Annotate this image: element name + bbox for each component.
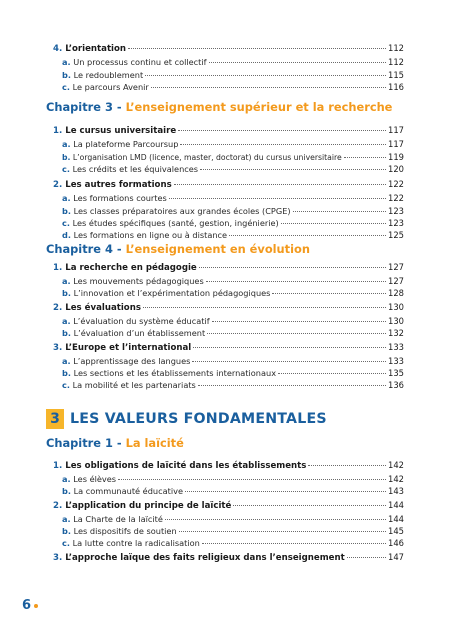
page-number: 117	[388, 139, 404, 149]
subsection-letter: b.	[62, 368, 71, 378]
leader-dots	[180, 144, 386, 145]
chapter-prefix: Chapitre 4 -	[46, 242, 126, 256]
page-number: 120	[388, 164, 404, 174]
page-number: 135	[388, 368, 404, 378]
leader-dots	[206, 281, 386, 282]
page-number: 143	[388, 486, 404, 496]
page-number: 125	[388, 230, 404, 240]
subsection-letter: c.	[62, 164, 70, 174]
leader-dots	[151, 87, 386, 88]
subsection-letter: b.	[62, 153, 71, 162]
leader-dots	[202, 543, 386, 544]
subsection-label: L’innovation et l’expérimentation pédagogiques	[73, 288, 271, 298]
leader-dots	[199, 267, 386, 268]
toc-subsection[interactable]	[62, 538, 404, 548]
toc-subsection[interactable]	[62, 57, 404, 67]
folio-page-number: 6	[22, 598, 32, 613]
leader-dots	[192, 361, 386, 362]
chapter-title: La laïcité	[125, 436, 184, 450]
subsection-label: La Charte de la laïcité	[73, 514, 163, 524]
part-title: LES VALEURS FONDAMENTALES	[70, 411, 327, 427]
leader-dots	[209, 62, 386, 63]
leader-dots	[143, 307, 386, 308]
subsection-letter: a.	[62, 57, 71, 67]
subsection-letter: a.	[62, 139, 71, 149]
page-number: 133	[388, 342, 404, 352]
page-number: 112	[388, 43, 404, 53]
toc-subsection[interactable]	[62, 514, 404, 524]
subsection-label: Un processus continu et collectif	[73, 57, 207, 67]
subsection-label: L’évaluation d’un établissement	[73, 328, 206, 338]
leader-dots	[128, 48, 386, 49]
subsection-label: Les formations en ligne ou à distance	[73, 230, 228, 240]
page-number: 127	[388, 276, 404, 286]
subsection-letter: b.	[62, 486, 71, 496]
leader-dots	[229, 235, 386, 236]
section-number: 2.	[53, 501, 63, 511]
subsection-letter: a.	[62, 356, 71, 366]
section-label: L’orientation	[65, 44, 127, 54]
toc-subsection[interactable]	[62, 206, 404, 216]
toc-subsection[interactable]	[62, 486, 404, 496]
toc-subsection[interactable]	[62, 218, 404, 228]
leader-dots	[272, 293, 386, 294]
page-number: 119	[388, 152, 404, 162]
subsection-label: Les élèves	[73, 474, 117, 484]
page-number: 122	[388, 179, 404, 189]
section-number: 3.	[53, 553, 63, 563]
toc-subsection[interactable]	[62, 152, 404, 162]
chapter-heading[interactable]	[46, 436, 184, 450]
page-number: 128	[388, 288, 404, 298]
leader-dots	[212, 321, 386, 322]
leader-dots	[145, 75, 386, 76]
section-number: 2.	[53, 303, 63, 313]
page-number: 117	[388, 125, 404, 135]
subsection-letter: c.	[62, 380, 70, 390]
leader-dots	[174, 184, 386, 185]
toc-subsection[interactable]	[62, 380, 404, 390]
toc-subsection[interactable]	[62, 164, 404, 174]
chapter-prefix: Chapitre 1 -	[46, 436, 126, 450]
section-number: 1.	[53, 126, 63, 136]
page-number: 123	[388, 206, 404, 216]
subsection-label: Les sections et les établissements internationaux	[73, 368, 277, 378]
subsection-letter: b.	[62, 288, 71, 298]
chapter-title: L’enseignement supérieur et la recherche	[125, 100, 393, 114]
subsection-letter: a.	[62, 276, 71, 286]
page-number: 147	[388, 552, 404, 562]
toc-subsection[interactable]	[62, 139, 404, 149]
page-number: 136	[388, 380, 404, 390]
part-number-badge: 3	[46, 409, 64, 429]
section-label: Les autres formations	[65, 180, 172, 190]
page-number: 145	[388, 526, 404, 536]
toc-section[interactable]	[53, 302, 404, 313]
toc-section[interactable]	[53, 552, 404, 563]
section-number: 1.	[53, 263, 63, 273]
page-number: 130	[388, 302, 404, 312]
leader-dots	[165, 519, 386, 520]
subsection-letter: b.	[62, 70, 71, 80]
subsection-label: Les crédits et les équivalences	[72, 164, 199, 174]
subsection-label: La mobilité et les partenariats	[72, 380, 196, 390]
page-number: 132	[388, 328, 404, 338]
toc-subsection[interactable]	[62, 474, 404, 484]
subsection-label: La plateforme Parcoursup	[73, 139, 179, 149]
page-number: 142	[388, 474, 404, 484]
page-number: 112	[388, 57, 404, 67]
toc-section[interactable]	[53, 125, 404, 136]
chapter-heading[interactable]	[46, 100, 392, 114]
leader-dots	[185, 491, 386, 492]
leader-dots	[207, 333, 386, 334]
subsection-label: Les mouvements pédagogiques	[73, 276, 204, 286]
section-label: Le cursus universitaire	[65, 126, 177, 136]
toc-section[interactable]	[53, 460, 404, 471]
leader-dots	[344, 157, 386, 158]
subsection-letter: b.	[62, 206, 71, 216]
toc-subsection[interactable]	[62, 288, 404, 298]
section-label: L’application du principe de laïcité	[65, 501, 232, 511]
section-number: 4.	[53, 44, 63, 54]
leader-dots	[281, 223, 386, 224]
subsection-label: Les études spécifiques (santé, gestion, ingénierie)	[72, 218, 279, 228]
page-number: 142	[388, 460, 404, 470]
subsection-letter: c.	[62, 82, 70, 92]
toc-subsection[interactable]	[62, 193, 404, 203]
folio-dot-icon	[34, 604, 38, 608]
toc-section[interactable]	[53, 179, 404, 190]
subsection-label: L’apprentissage des langues	[73, 356, 191, 366]
chapter-heading[interactable]	[46, 242, 310, 256]
chapter-prefix: Chapitre 3 -	[46, 100, 126, 114]
subsection-label: Le parcours Avenir	[72, 82, 149, 92]
subsection-letter: a.	[62, 193, 71, 203]
section-number: 1.	[53, 461, 63, 471]
toc-subsection[interactable]	[62, 526, 404, 536]
leader-dots	[118, 479, 386, 480]
leader-dots	[278, 373, 386, 374]
section-label: Les obligations de laïcité dans les établissements	[65, 461, 307, 471]
toc-subsection[interactable]	[62, 356, 404, 366]
toc-subsection[interactable]	[62, 316, 404, 326]
page-number: 122	[388, 193, 404, 203]
section-label: Les évaluations	[65, 303, 141, 313]
toc-section[interactable]	[53, 262, 404, 273]
leader-dots	[233, 505, 386, 506]
subsection-label: Le redoublement	[73, 70, 144, 80]
toc-subsection[interactable]	[62, 328, 404, 338]
page-number: 146	[388, 538, 404, 548]
subsection-letter: a.	[62, 474, 71, 484]
subsection-label: Les dispositifs de soutien	[73, 526, 177, 536]
subsection-letter: a.	[62, 316, 71, 326]
subsection-letter: b.	[62, 526, 71, 536]
chapter-title: L’enseignement en évolution	[125, 242, 310, 256]
part-heading[interactable]	[46, 409, 327, 429]
page-number: 116	[388, 82, 404, 92]
leader-dots	[198, 385, 386, 386]
subsection-letter: d.	[62, 230, 71, 240]
toc-subsection[interactable]	[62, 230, 404, 240]
page-number: 130	[388, 316, 404, 326]
leader-dots	[308, 465, 386, 466]
subsection-label: Les classes préparatoires aux grandes écoles (CPGE)	[73, 206, 291, 216]
subsection-label: Les formations courtes	[73, 193, 167, 203]
page-number: 123	[388, 218, 404, 228]
subsection-label: La lutte contre la radicalisation	[72, 538, 200, 548]
page-number: 144	[388, 514, 404, 524]
page-number: 144	[388, 500, 404, 510]
leader-dots	[169, 198, 386, 199]
section-label: L’Europe et l’international	[65, 343, 192, 353]
leader-dots	[200, 169, 386, 170]
leader-dots	[178, 130, 386, 131]
toc-section[interactable]	[53, 342, 404, 353]
toc-subsection[interactable]	[62, 368, 404, 378]
toc-subsection[interactable]	[62, 82, 404, 92]
toc-section-orientation[interactable]	[53, 43, 404, 54]
leader-dots	[179, 531, 386, 532]
subsection-letter: c.	[62, 538, 70, 548]
leader-dots	[347, 557, 386, 558]
subsection-letter: a.	[62, 514, 71, 524]
leader-dots	[293, 211, 386, 212]
page-number: 127	[388, 262, 404, 272]
subsection-label: La communauté éducative	[73, 486, 183, 496]
section-label: La recherche en pédagogie	[65, 263, 197, 273]
subsection-letter: b.	[62, 328, 71, 338]
toc-subsection[interactable]	[62, 276, 404, 286]
section-label: L’approche laïque des faits religieux dans l’enseignement	[65, 553, 345, 563]
section-number: 2.	[53, 180, 63, 190]
toc-subsection[interactable]	[62, 70, 404, 80]
subsection-label: L’évaluation du système éducatif	[73, 316, 210, 326]
subsection-letter: c.	[62, 218, 70, 228]
subsection-label: L’organisation LMD (licence, master, doctorat) du cursus universitaire	[72, 153, 342, 162]
toc-section[interactable]	[53, 500, 404, 511]
leader-dots	[193, 347, 386, 348]
section-number: 3.	[53, 343, 63, 353]
page-number: 133	[388, 356, 404, 366]
page-number: 115	[388, 70, 404, 80]
